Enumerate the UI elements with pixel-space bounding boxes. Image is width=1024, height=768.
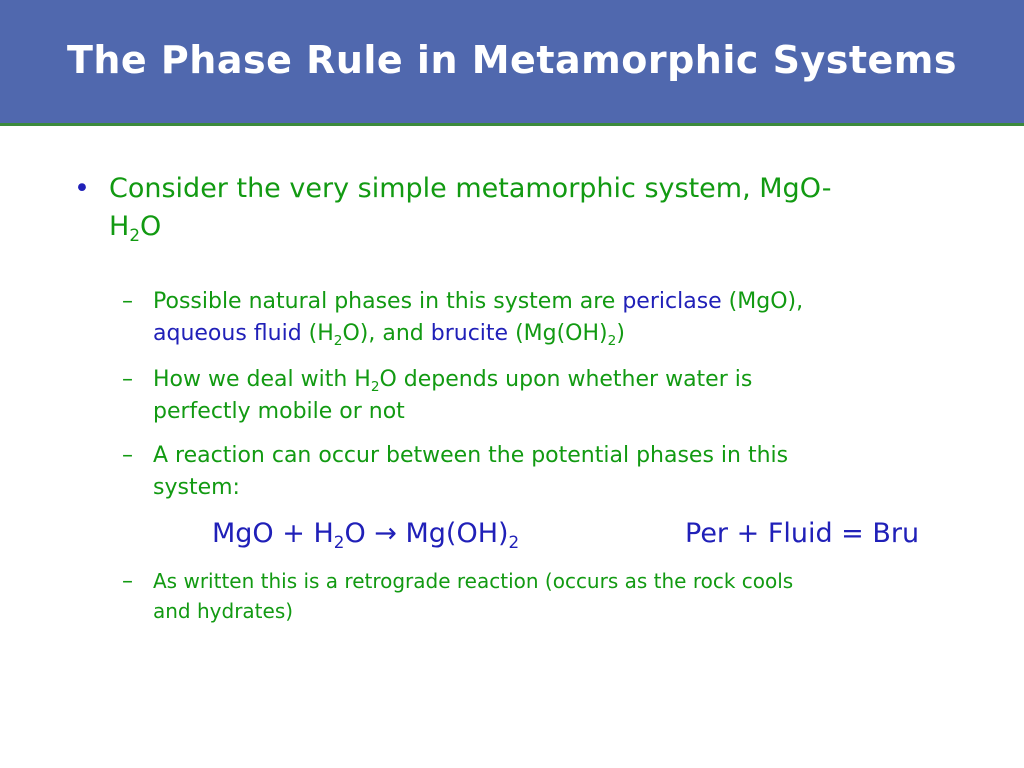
dash-marker: – [122, 289, 133, 314]
subbullet-line-2: aqueous fluid $(H_2O)$, and brucite $(Mg(OH)_2)$ [153, 321, 625, 349]
bullet-marker: • [74, 173, 90, 204]
subbullet-retrograde [153, 566, 973, 626]
bullet-consider-system [109, 170, 989, 246]
dash-marker: – [122, 367, 133, 392]
dash-marker: – [122, 569, 133, 594]
reaction-arrow-icon: → [374, 518, 397, 549]
subbullet-line-1: A reaction can occur between the potential phases in this [153, 443, 789, 468]
subbullet-line-2: system: [153, 475, 240, 500]
bullet-line-1: Consider the very simple metamorphic system, MgO- [109, 173, 832, 204]
subbullet-line-2: perfectly mobile or not [153, 399, 405, 424]
reaction-equation: MgO + $H_2O \to Mg(OH)_2$ [212, 518, 520, 552]
phase-abbreviation-equation: Per + Fluid = Bru [685, 518, 920, 549]
dash-marker: – [122, 443, 133, 468]
subbullet-line-1: How we deal with $H_2O$ depends upon whether water is [153, 367, 753, 395]
bullet-line-2: $H_2O$ [109, 211, 162, 245]
subbullet-line-1: As written this is a retrograde reaction (occurs as the rock cools [153, 569, 794, 593]
subbullet-reaction [153, 440, 973, 504]
subbullet-line-1: Possible natural phases in this system are periclase (MgO), [153, 289, 804, 314]
subbullet-line-2: and hydrates) [153, 599, 294, 623]
subbullet-water-mobile [153, 364, 973, 428]
slide-title: The Phase Rule in Metamorphic Systems [66, 38, 958, 82]
subbullet-possible-phases [153, 286, 973, 350]
